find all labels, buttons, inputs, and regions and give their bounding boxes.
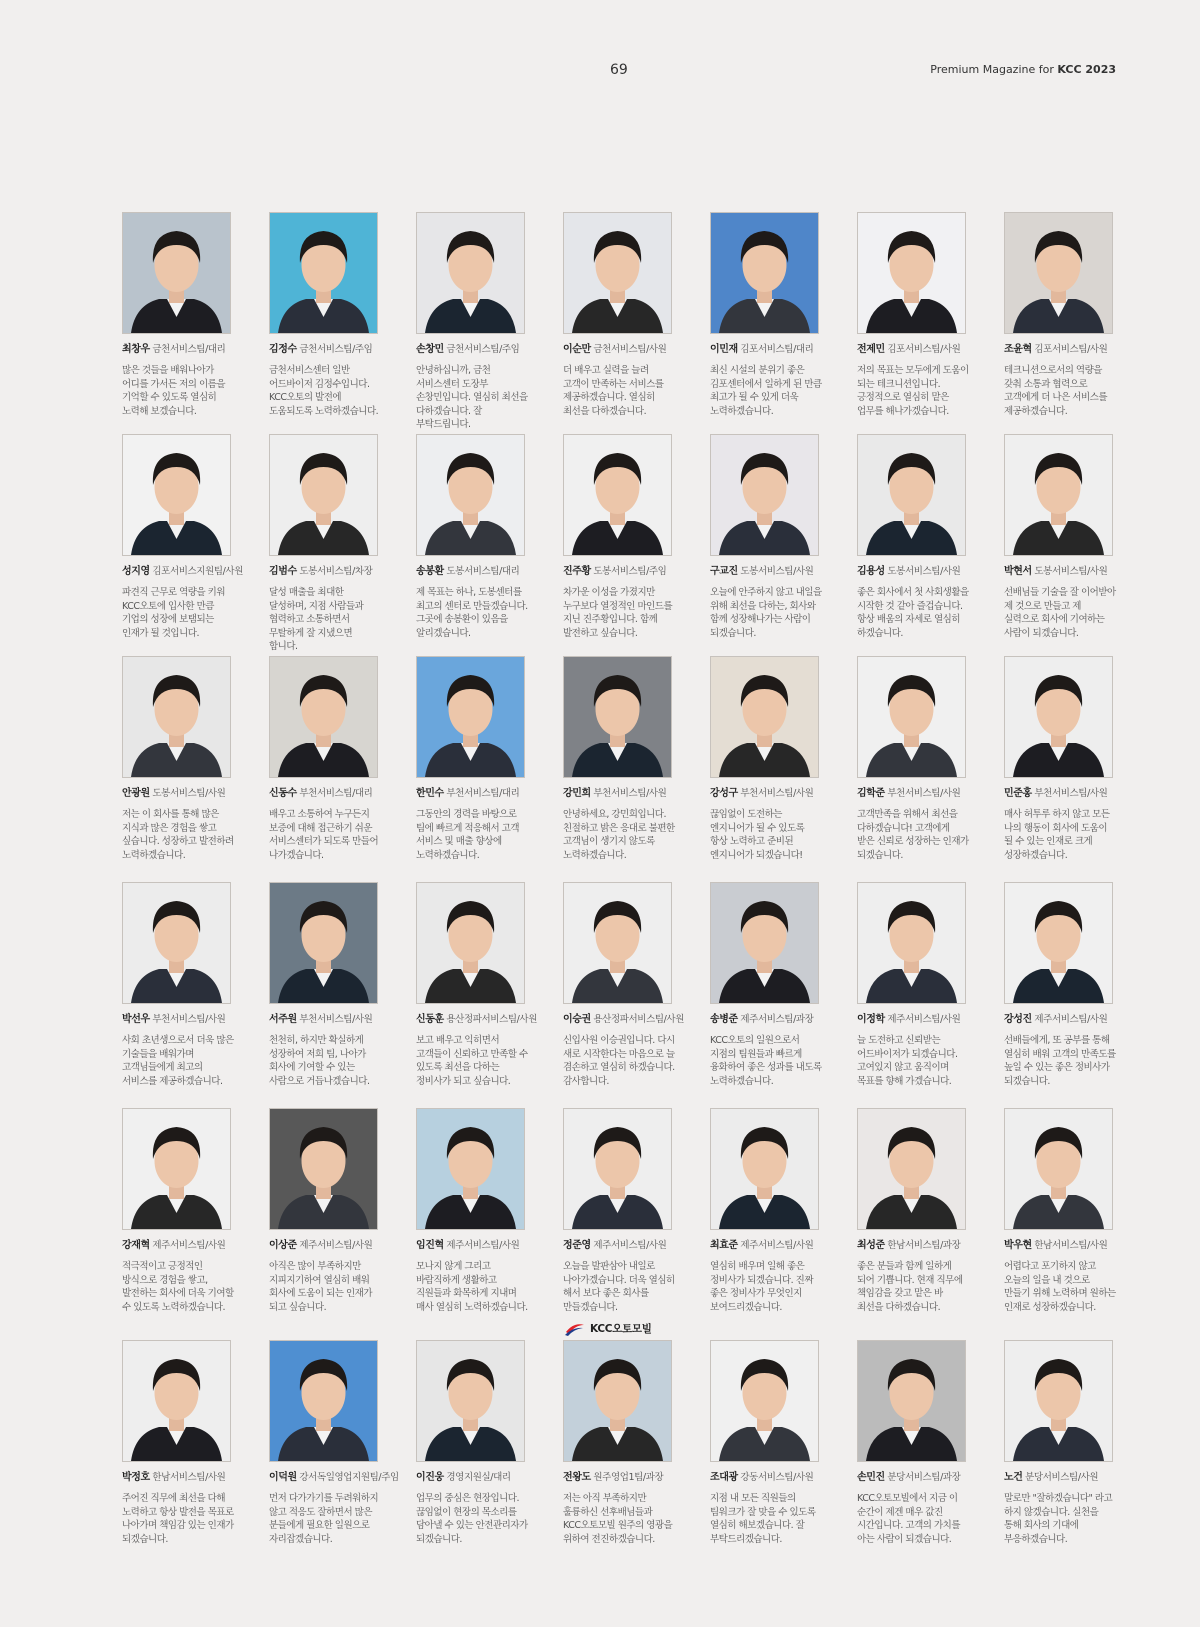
staff-name: 김학준 bbox=[857, 788, 885, 799]
staff-name: 구교진 bbox=[710, 566, 738, 577]
page-number: 69 bbox=[610, 62, 628, 78]
staff-name: 강민희 bbox=[563, 788, 591, 799]
staff-photo bbox=[857, 1108, 966, 1230]
staff-name: 최효준 bbox=[710, 1240, 738, 1251]
staff-name: 노건 bbox=[1004, 1472, 1023, 1483]
staff-name: 손민진 bbox=[857, 1472, 885, 1483]
staff-message: 배우고 소통하여 누구든지 보증에 대해 접근하기 쉬운 서비스센터가 되도록 만들어 나가겠습니다. bbox=[269, 809, 379, 861]
staff-name-line bbox=[857, 1472, 982, 1484]
staff-photo bbox=[269, 656, 378, 778]
staff-photo bbox=[710, 212, 819, 334]
staff-card bbox=[122, 434, 247, 640]
staff-name: 강성진 bbox=[1004, 1014, 1032, 1025]
staff-message: 저의 목표는 모두에게 도움이 되는 테크니션입니다. 긍정적으로 열심히 맡은 업무를 해나가겠습니다. bbox=[857, 365, 969, 417]
staff-name: 서주원 bbox=[269, 1014, 297, 1025]
staff-name: 최성준 bbox=[857, 1240, 885, 1251]
staff-card bbox=[857, 882, 982, 1088]
staff-photo bbox=[122, 434, 231, 556]
staff-message: 제 목표는 하나, 도봉센터를 최고의 센터로 만들겠습니다. 그곳에 송봉환이 있음을 알리겠습니다. bbox=[416, 587, 528, 639]
staff-message: 고객만족을 위해서 최선을 다하겠습니다! 고객에게 받은 신뢰로 성장하는 인재가 되겠습니다. bbox=[857, 809, 969, 861]
staff-department: 용산정파서비스팀/사원 bbox=[446, 1014, 537, 1025]
staff-message: 최신 시설의 분위기 좋은 김포센터에서 일하게 된 만큼 최고가 될 수 있게 더욱 노력하겠습니다. bbox=[710, 365, 822, 417]
staff-name-line bbox=[416, 1014, 541, 1026]
staff-name-line bbox=[269, 344, 394, 356]
staff-card bbox=[563, 656, 688, 862]
staff-photo bbox=[1004, 434, 1113, 556]
staff-name: 진주황 bbox=[563, 566, 591, 577]
staff-card bbox=[122, 1340, 247, 1546]
staff-name: 정준영 bbox=[563, 1240, 591, 1251]
staff-photo bbox=[269, 882, 378, 1004]
staff-card bbox=[563, 882, 688, 1088]
staff-photo bbox=[269, 434, 378, 556]
staff-photo bbox=[269, 212, 378, 334]
staff-card bbox=[416, 434, 541, 640]
staff-name-line bbox=[1004, 1472, 1129, 1484]
staff-department: 부천서비스팀/사원 bbox=[299, 1014, 373, 1025]
staff-name: 이승권 bbox=[563, 1014, 591, 1025]
staff-card bbox=[857, 212, 982, 418]
staff-department: 제주서비스팀/사원 bbox=[740, 1240, 814, 1251]
staff-photo bbox=[1004, 882, 1113, 1004]
magazine-title bbox=[930, 63, 1116, 76]
staff-name: 신동훈 bbox=[416, 1014, 444, 1025]
staff-name-line bbox=[710, 344, 835, 356]
staff-name: 박우현 bbox=[1004, 1240, 1032, 1251]
staff-department: 김포서비스팀/대리 bbox=[740, 344, 814, 355]
staff-message: 모나지 않게 그리고 바람직하게 생활하고 직원들과 화목하게 지내며 매사 열심히 노력하겠습니다. bbox=[416, 1261, 528, 1313]
staff-department: 제주서비스팀/사원 bbox=[1034, 1014, 1108, 1025]
staff-photo bbox=[122, 656, 231, 778]
staff-card bbox=[269, 1108, 394, 1314]
staff-department: 김포서비스팀/사원 bbox=[1034, 344, 1108, 355]
staff-name: 민준홍 bbox=[1004, 788, 1032, 799]
staff-name-line bbox=[416, 344, 541, 356]
magazine-prefix: Premium Magazine for bbox=[930, 63, 1054, 76]
staff-department: 한남서비스팀/사원 bbox=[152, 1472, 226, 1483]
staff-name-line bbox=[563, 1240, 688, 1252]
staff-photo bbox=[122, 212, 231, 334]
staff-message: 적극적이고 긍정적인 방식으로 경험을 쌓고, 발전하는 회사에 더욱 기여할 수 있도록 노력하겠습니다. bbox=[122, 1261, 234, 1313]
staff-message: 안녕하세요, 강민희입니다. 친절하고 밝은 응대로 불편한 고객님이 생기지 않도록 노력하겠습니다. bbox=[563, 809, 675, 861]
staff-photo bbox=[416, 656, 525, 778]
staff-name-line bbox=[416, 566, 541, 578]
staff-message: 매사 허투루 하지 않고 모든 나의 행동이 회사에 도움이 될 수 있는 인재로 크게 성장하겠습니다. bbox=[1004, 809, 1110, 861]
staff-card bbox=[122, 212, 247, 418]
staff-department: 도봉서비스팀/차장 bbox=[299, 566, 373, 577]
staff-name-line bbox=[416, 788, 541, 800]
staff-photo bbox=[1004, 1108, 1113, 1230]
staff-card bbox=[1004, 434, 1129, 640]
staff-card bbox=[563, 434, 688, 640]
staff-name-line bbox=[710, 1014, 835, 1026]
staff-photo bbox=[563, 656, 672, 778]
staff-name: 강재혁 bbox=[122, 1240, 150, 1251]
staff-department: 부천서비스팀/사원 bbox=[593, 788, 667, 799]
staff-name: 박선우 bbox=[122, 1014, 150, 1025]
staff-name: 신동수 bbox=[269, 788, 297, 799]
staff-photo bbox=[857, 212, 966, 334]
staff-department: 도봉서비스팀/사원 bbox=[152, 788, 226, 799]
staff-message: 좋은 회사에서 첫 사회생활을 시작한 것 같아 즐겁습니다. 항상 배움의 자세로 열심히 하겠습니다. bbox=[857, 587, 969, 639]
staff-name-line bbox=[1004, 344, 1129, 356]
staff-name: 임진혁 bbox=[416, 1240, 444, 1251]
staff-message: 차가운 이성을 가졌지만 누구보다 열정적인 마인드를 지닌 진주황입니다. 함께 발전하고 싶습니다. bbox=[563, 587, 673, 639]
staff-name-line bbox=[563, 1472, 688, 1484]
staff-department: 분당서비스팀/과장 bbox=[887, 1472, 961, 1483]
staff-name: 이정학 bbox=[857, 1014, 885, 1025]
staff-department: 도봉서비스팀/사원 bbox=[887, 566, 961, 577]
staff-department: 분당서비스팀/사원 bbox=[1025, 1472, 1099, 1483]
staff-name: 강성구 bbox=[710, 788, 738, 799]
staff-photo bbox=[857, 1340, 966, 1462]
staff-message: 사회 초년생으로서 더욱 많은 기술들을 배워가며 고객님들에게 최고의 서비스를 제공하겠습니다. bbox=[122, 1035, 234, 1087]
staff-message: 안녕하십니까, 금천 서비스센터 도장부 손창민입니다. 열심히 최선을 다하겠습니다. 잘 부탁드립니다. bbox=[416, 365, 528, 430]
staff-card bbox=[857, 1108, 982, 1314]
staff-name-line bbox=[269, 566, 394, 578]
staff-card bbox=[563, 1340, 688, 1546]
staff-photo bbox=[857, 434, 966, 556]
staff-name-line bbox=[1004, 1014, 1129, 1026]
staff-card bbox=[857, 434, 982, 640]
staff-name: 이덕원 bbox=[269, 1472, 297, 1483]
staff-name-line bbox=[857, 344, 982, 356]
staff-message: 업무의 중심은 현장입니다. 끊임없이 현장의 목소리를 담아낼 수 있는 안전관리자가 되겠습니다. bbox=[416, 1493, 528, 1545]
kcc-swoosh-icon bbox=[564, 1322, 586, 1336]
staff-name-line bbox=[122, 1472, 247, 1484]
staff-message: 금천서비스센터 일반 어드바이저 김정수입니다. KCC오토의 발전에 도움되도록 노력하겠습니다. bbox=[269, 365, 379, 417]
staff-name-line bbox=[1004, 788, 1129, 800]
staff-photo bbox=[269, 1108, 378, 1230]
staff-message: 열심히 배우며 일해 좋은 정비사가 되겠습니다. 진짜 좋은 정비사가 무엇인지 보여드리겠습니다. bbox=[710, 1261, 814, 1313]
staff-card bbox=[1004, 656, 1129, 862]
staff-department: 도봉서비스팀/대리 bbox=[446, 566, 520, 577]
staff-name: 김범수 bbox=[269, 566, 297, 577]
staff-card bbox=[857, 656, 982, 862]
staff-name: 이상준 bbox=[269, 1240, 297, 1251]
staff-name: 전왕도 bbox=[563, 1472, 591, 1483]
staff-name-line bbox=[269, 1472, 399, 1484]
staff-department: 금천서비스팀/대리 bbox=[152, 344, 226, 355]
staff-photo bbox=[416, 882, 525, 1004]
logo-text: KCC오토모빌 bbox=[590, 1323, 652, 1335]
staff-department: 제주서비스팀/과장 bbox=[740, 1014, 814, 1025]
staff-photo bbox=[416, 1108, 525, 1230]
staff-name-line bbox=[122, 566, 247, 578]
staff-name-line bbox=[416, 1240, 541, 1252]
staff-department: 한남서비스팀/사원 bbox=[1034, 1240, 1108, 1251]
staff-card bbox=[710, 882, 835, 1088]
staff-photo bbox=[269, 1340, 378, 1462]
staff-department: 부천서비스팀/사원 bbox=[1034, 788, 1108, 799]
staff-photo bbox=[710, 1108, 819, 1230]
staff-message: 파견직 근무로 역량을 키워 KCC오토에 입사한 만큼 기업의 성장에 보탬되는 인재가 될 것입니다. bbox=[122, 587, 226, 639]
staff-photo bbox=[563, 882, 672, 1004]
staff-card bbox=[416, 656, 541, 862]
staff-department: 제주서비스팀/사원 bbox=[887, 1014, 961, 1025]
staff-department: 부천서비스팀/대리 bbox=[446, 788, 520, 799]
staff-photo bbox=[1004, 212, 1113, 334]
staff-department: 제주서비스팀/사원 bbox=[299, 1240, 373, 1251]
staff-department: 원주영업1팀/과장 bbox=[593, 1472, 664, 1483]
staff-department: 김포서비스지원팀/사원 bbox=[152, 566, 243, 577]
staff-card bbox=[1004, 212, 1129, 418]
staff-name: 박현서 bbox=[1004, 566, 1032, 577]
staff-photo bbox=[563, 1340, 672, 1462]
magazine-brand: KCC 2023 bbox=[1057, 63, 1116, 76]
staff-name-line bbox=[122, 344, 247, 356]
staff-message: 지점 내 모든 직원들의 팀워크가 잘 맞을 수 있도록 열심히 해보겠습니다. 잘 부탁드리겠습니다. bbox=[710, 1493, 816, 1545]
staff-name-line bbox=[563, 344, 688, 356]
staff-department: 강서독일영업지원팀/주임 bbox=[299, 1472, 399, 1483]
staff-card bbox=[710, 212, 835, 418]
staff-card bbox=[416, 1340, 541, 1546]
staff-department: 도봉서비스팀/사원 bbox=[1034, 566, 1108, 577]
staff-name: 이순만 bbox=[563, 344, 591, 355]
staff-message: KCC오토의 일원으로서 지점의 팀원들과 빠르게 융화하여 좋은 성과를 내도록 노력하겠습니다. bbox=[710, 1035, 822, 1087]
staff-card bbox=[416, 1108, 541, 1314]
staff-message: 늘 도전하고 신뢰받는 어드바이저가 되겠습니다. 고여있지 않고 움직이며 목표를 향해 가겠습니다. bbox=[857, 1035, 958, 1087]
staff-name-line bbox=[857, 566, 982, 578]
staff-message: 보고 배우고 익히면서 고객들이 신뢰하고 만족할 수 있도록 최선을 다하는 정비사가 되고 싶습니다. bbox=[416, 1035, 528, 1087]
staff-name-line bbox=[122, 1014, 247, 1026]
staff-card bbox=[416, 212, 541, 432]
staff-photo bbox=[1004, 656, 1113, 778]
staff-photo bbox=[563, 212, 672, 334]
staff-department: 부천서비스팀/사원 bbox=[740, 788, 814, 799]
staff-photo bbox=[710, 656, 819, 778]
staff-message: 먼저 다가가기를 두려워하지 않고 적응도 잘하면서 많은 분들에게 필요한 일원으로 자리잡겠습니다. bbox=[269, 1493, 379, 1545]
staff-name: 전제민 bbox=[857, 344, 885, 355]
staff-name-line bbox=[122, 1240, 247, 1252]
staff-message: 끊임없이 도전하는 엔지니어가 될 수 있도록 항상 노력하고 준비된 엔지니어가 되겠습니다! bbox=[710, 809, 805, 861]
staff-card bbox=[563, 212, 688, 418]
staff-photo bbox=[122, 882, 231, 1004]
staff-department: 제주서비스팀/사원 bbox=[152, 1240, 226, 1251]
staff-name: 송병준 bbox=[710, 1014, 738, 1025]
staff-card bbox=[710, 434, 835, 640]
staff-message: 선배님들 기술을 잘 이어받아 제 것으로 만들고 제 실력으로 회사에 기여하는 사람이 되겠습니다. bbox=[1004, 587, 1116, 639]
staff-photo bbox=[416, 212, 525, 334]
staff-name-line bbox=[857, 1014, 982, 1026]
staff-card bbox=[1004, 1340, 1129, 1546]
staff-name: 한민수 bbox=[416, 788, 444, 799]
staff-photo bbox=[1004, 1340, 1113, 1462]
staff-card bbox=[269, 882, 394, 1088]
staff-name-line bbox=[269, 1240, 394, 1252]
staff-photo bbox=[710, 882, 819, 1004]
staff-message: 선배들에게, 또 공부를 통해 열심히 배워 고객의 만족도를 높일 수 있는 좋은 정비사가 되겠습니다. bbox=[1004, 1035, 1116, 1087]
staff-name-line bbox=[857, 1240, 982, 1252]
staff-department: 용산정파서비스팀/사원 bbox=[593, 1014, 684, 1025]
staff-name-line bbox=[416, 1472, 541, 1484]
staff-card bbox=[122, 656, 247, 862]
staff-name: 송봉환 bbox=[416, 566, 444, 577]
staff-name: 박정호 bbox=[122, 1472, 150, 1483]
staff-photo bbox=[416, 434, 525, 556]
staff-department: 강동서비스팀/사원 bbox=[740, 1472, 814, 1483]
staff-card bbox=[710, 1108, 835, 1314]
staff-department: 도봉서비스팀/주임 bbox=[593, 566, 667, 577]
staff-message: 저는 아직 부족하지만 훌륭하신 선후배님들과 KCC오토모빌 원주의 영광을 위하여 전진하겠습니다. bbox=[563, 1493, 673, 1545]
staff-photo bbox=[122, 1108, 231, 1230]
staff-name: 최창우 bbox=[122, 344, 150, 355]
staff-name-line bbox=[563, 566, 688, 578]
staff-department: 부천서비스팀/대리 bbox=[299, 788, 373, 799]
staff-message: 오늘을 발판삼아 내일로 나아가겠습니다. 더욱 열심히 해서 보다 좋은 회사를 만들겠습니다. bbox=[563, 1261, 675, 1313]
staff-photo bbox=[416, 1340, 525, 1462]
staff-photo bbox=[710, 1340, 819, 1462]
staff-name: 이민재 bbox=[710, 344, 738, 355]
staff-message: 더 배우고 실력을 늘려 고객이 만족하는 서비스를 제공하겠습니다. 열심히 최선을 다하겠습니다. bbox=[563, 365, 664, 417]
staff-name-line bbox=[710, 566, 835, 578]
staff-department: 한남서비스팀/과장 bbox=[887, 1240, 961, 1251]
staff-card bbox=[857, 1340, 982, 1546]
kcc-automobile-logo bbox=[564, 1321, 652, 1336]
staff-department: 경영지원실/대리 bbox=[446, 1472, 511, 1483]
staff-name-line bbox=[710, 1240, 835, 1252]
staff-name: 성지영 bbox=[122, 566, 150, 577]
staff-photo bbox=[122, 1340, 231, 1462]
staff-name-line bbox=[710, 1472, 835, 1484]
staff-department: 제주서비스팀/사원 bbox=[593, 1240, 667, 1251]
staff-name-line bbox=[563, 788, 688, 800]
staff-card bbox=[269, 434, 394, 654]
staff-message: 신입사원 이승권입니다. 다시 새로 시작한다는 마음으로 늘 겸손하고 열심히 하겠습니다. 감사합니다. bbox=[563, 1035, 675, 1087]
staff-department: 금천서비스팀/사원 bbox=[593, 344, 667, 355]
staff-department: 도봉서비스팀/사원 bbox=[740, 566, 814, 577]
staff-message: 말로만 "잘하겠습니다" 라고 하지 않겠습니다. 실천을 통해 회사의 기대에 부응하겠습니다. bbox=[1004, 1493, 1113, 1545]
staff-message: 천천히, 하지만 확실하게 성장하여 저희 팀, 나아가 회사에 기여할 수 있는 사람으로 거듭나겠습니다. bbox=[269, 1035, 370, 1087]
staff-name: 조윤혁 bbox=[1004, 344, 1032, 355]
staff-card bbox=[1004, 1108, 1129, 1314]
staff-message: 아직은 많이 부족하지만 지피지기하여 열심히 배워 회사에 도움이 되는 인재가 되고 싶습니다. bbox=[269, 1261, 373, 1313]
staff-name: 김용성 bbox=[857, 566, 885, 577]
staff-card bbox=[122, 1108, 247, 1314]
staff-message: 그동안의 경력을 바탕으로 팀에 빠르게 적응해서 고객 서비스 및 매출 향상에 노력하겠습니다. bbox=[416, 809, 520, 861]
staff-card bbox=[563, 1108, 688, 1314]
staff-message: KCC오토모빌에서 지금 이 순간이 제겐 매우 값진 시간입니다. 고객의 가치를 아는 사람이 되겠습니다. bbox=[857, 1493, 961, 1545]
staff-card bbox=[1004, 882, 1129, 1088]
staff-photo bbox=[857, 882, 966, 1004]
staff-name-line bbox=[1004, 566, 1129, 578]
staff-card bbox=[710, 656, 835, 862]
staff-name: 김정수 bbox=[269, 344, 297, 355]
staff-photo bbox=[857, 656, 966, 778]
staff-department: 부천서비스팀/사원 bbox=[887, 788, 961, 799]
staff-name-line bbox=[857, 788, 982, 800]
staff-name-line bbox=[1004, 1240, 1129, 1252]
staff-name: 안광원 bbox=[122, 788, 150, 799]
staff-message: 좋은 분들과 함께 일하게 되어 기쁩니다. 현재 직무에 책임감을 갖고 맡은 바 최선을 다하겠습니다. bbox=[857, 1261, 963, 1313]
staff-card bbox=[710, 1340, 835, 1546]
staff-photo bbox=[710, 434, 819, 556]
staff-name-line bbox=[269, 788, 394, 800]
staff-department: 김포서비스팀/사원 bbox=[887, 344, 961, 355]
staff-card bbox=[122, 882, 247, 1088]
staff-message: 오늘에 안주하지 않고 내일을 위해 최선을 다하는, 회사와 함께 성장해나가는 사람이 되겠습니다. bbox=[710, 587, 822, 639]
staff-card bbox=[416, 882, 541, 1088]
staff-message: 주어진 직무에 최선을 다해 노력하고 항상 발전을 목표로 나아가며 책임감 있는 인재가 되겠습니다. bbox=[122, 1493, 234, 1545]
staff-photo bbox=[563, 1108, 672, 1230]
staff-message: 테크니션으로서의 역량을 갖춰 소통과 협력으로 고객에게 더 나은 서비스를 제공하겠습니다. bbox=[1004, 365, 1108, 417]
staff-name: 조대광 bbox=[710, 1472, 738, 1483]
staff-message: 저는 이 회사를 통해 많은 지식과 많은 경험을 쌓고 싶습니다. 성장하고 발전하려 노력하겠습니다. bbox=[122, 809, 234, 861]
staff-department: 금천서비스팀/주임 bbox=[446, 344, 520, 355]
staff-card bbox=[269, 212, 394, 418]
staff-name: 이진웅 bbox=[416, 1472, 444, 1483]
staff-message: 달성 매출을 최대한 달성하며, 지점 사람들과 협력하고 소통하면서 무탈하게 잘 지냈으면 합니다. bbox=[269, 587, 364, 652]
staff-name-line bbox=[563, 1014, 688, 1026]
staff-department: 제주서비스팀/사원 bbox=[446, 1240, 520, 1251]
staff-card bbox=[269, 656, 394, 862]
staff-name-line bbox=[122, 788, 247, 800]
staff-name-line bbox=[710, 788, 835, 800]
staff-photo bbox=[563, 434, 672, 556]
staff-name-line bbox=[269, 1014, 394, 1026]
staff-card bbox=[269, 1340, 399, 1546]
staff-department: 부천서비스팀/사원 bbox=[152, 1014, 226, 1025]
staff-department: 금천서비스팀/주임 bbox=[299, 344, 373, 355]
staff-message: 많은 것들을 배워나아가 어디를 가서든 저의 이름을 기억할 수 있도록 열심히 노력해 보겠습니다. bbox=[122, 365, 226, 417]
staff-message: 어렵다고 포기하지 않고 오늘의 일을 내 것으로 만들기 위해 노력하며 원하는 인재로 성장하겠습니다. bbox=[1004, 1261, 1116, 1313]
staff-name: 손창민 bbox=[416, 344, 444, 355]
